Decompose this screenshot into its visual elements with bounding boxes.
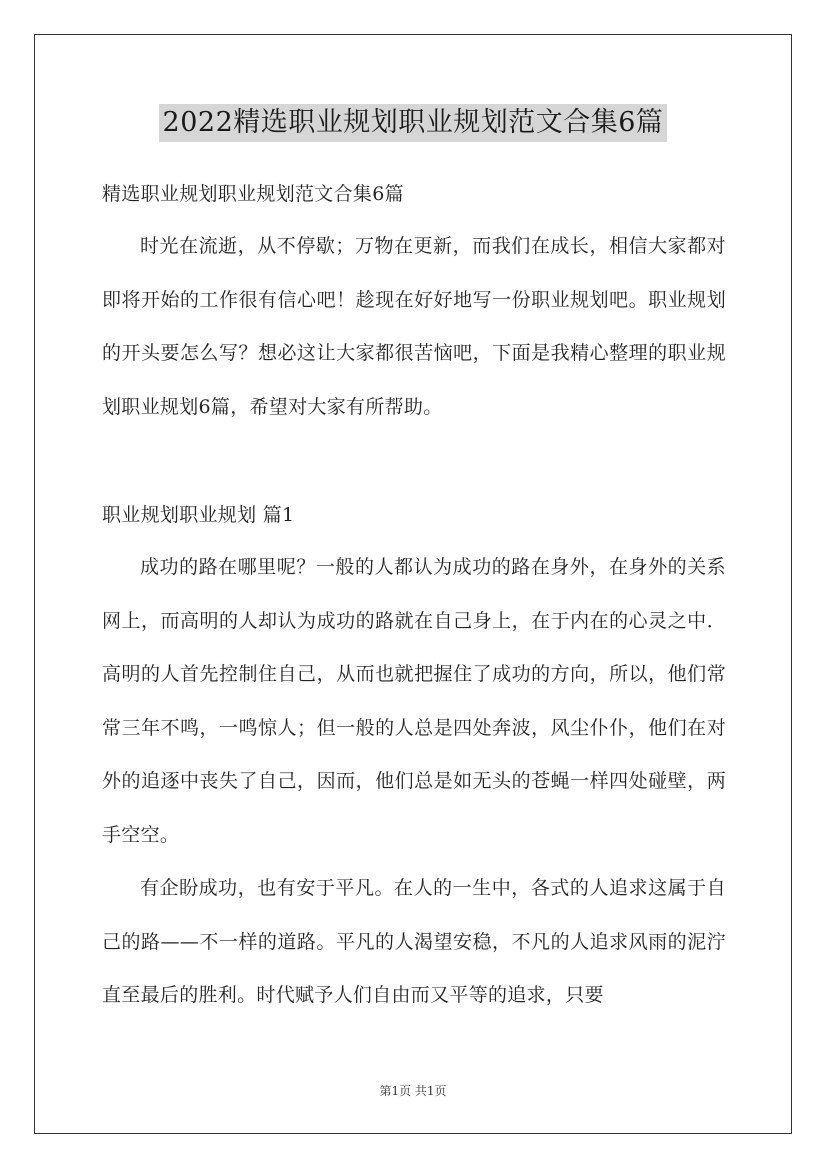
section-paragraph-1: 成功的路在哪里呢？一般的人都认为成功的路在身外，在身外的关系网上，而高明的人却认为成功的路就在自己身上，在于内在的心灵之中．高明的人首先控制住自己，从而也就把握住了成功的方向，所以，他们常常三年不鸣，一鸣惊人；但一般的人总是四处奔波，风尘仆仆，他们在对外的追逐中丧失了自己，因而，他们总是如无头的苍蝇一样四处碰壁，两手空空。: [102, 556, 726, 846]
intro-paragraph: 时光在流逝，从不停歇；万物在更新，而我们在成长，相信大家都对即将开始的工作很有信心吧！趁现在好好地写一份职业规划吧。职业规划的开头要怎么写？想必这让大家都很苦恼吧，下面是我精心整理的职业规划职业规划6篇，希望对大家有所帮助。: [102, 235, 726, 418]
intro-heading: 精选职业规划职业规划范文合集6篇: [102, 183, 404, 205]
title-container: [34, 104, 792, 142]
section-heading: 职业规划职业规划 篇1: [102, 504, 295, 526]
document-title: 2022精选职业规划职业规划范文合集6篇: [159, 104, 668, 142]
section-paragraph-2: 有企盼成功，也有安于平凡。在人的一生中，各式的人追求这属于自己的路——不一样的道路。平凡的人渴望安稳，不凡的人追求风雨的泥泞直至最后的胜利。时代赋予人们自由而又平等的追求，只要: [102, 877, 726, 1006]
document-body: [102, 168, 726, 1023]
page-footer: 第1页 共1页: [379, 1084, 447, 1098]
